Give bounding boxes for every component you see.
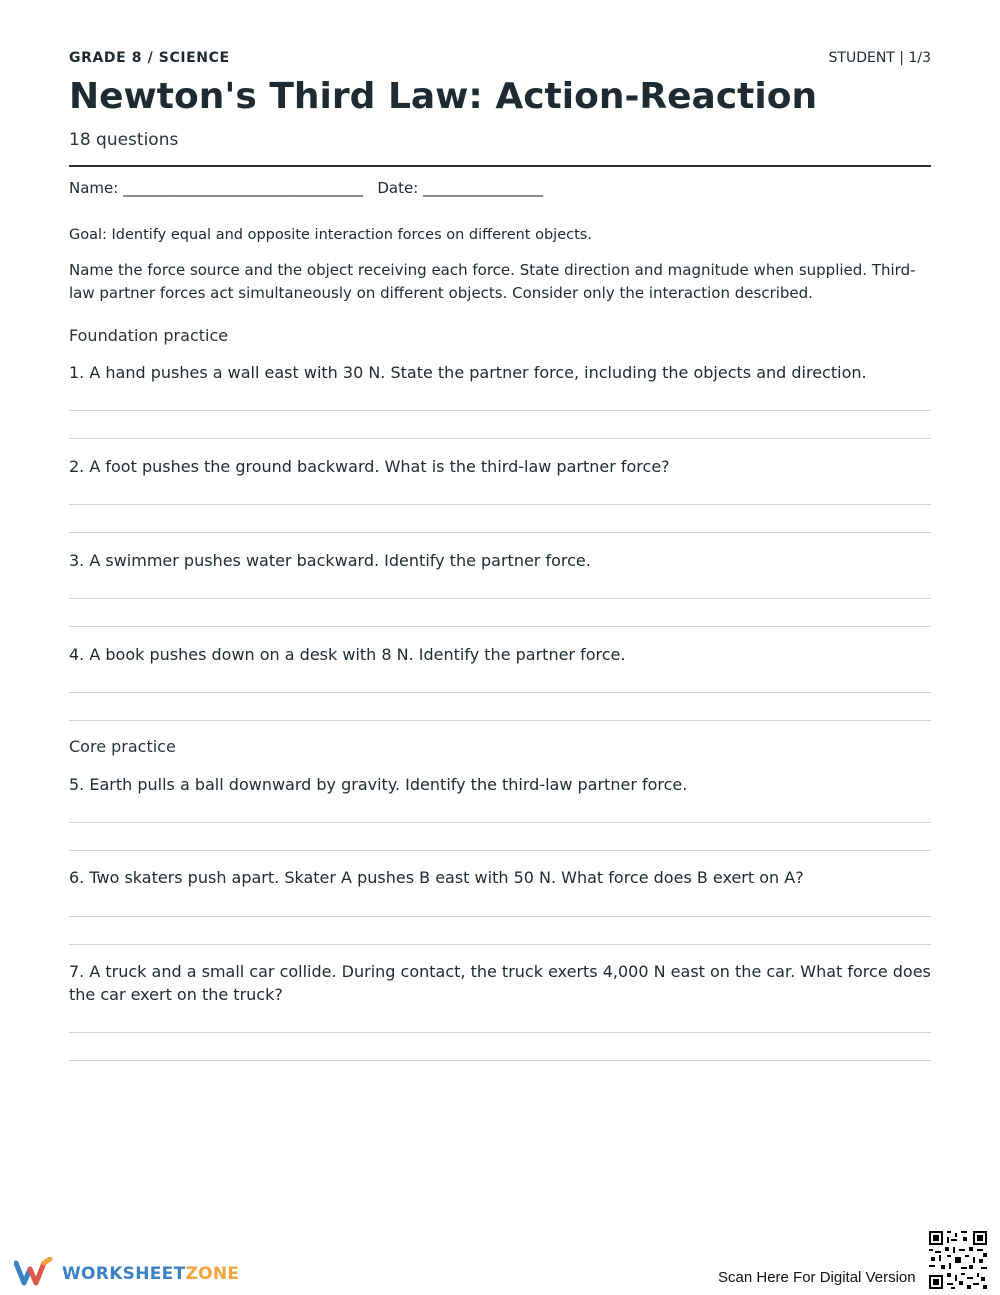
- question-4: 4. A book pushes down on a desk with 8 N. Identify the partner force.: [69, 645, 626, 664]
- answer-line[interactable]: [69, 532, 931, 533]
- worksheetzone-logo-icon: [14, 1257, 56, 1287]
- grade-subject-label: GRADE 8 / SCIENCE: [69, 50, 230, 66]
- question-5: 5. Earth pulls a ball downward by gravity. Identify the third-law partner force.: [69, 775, 688, 794]
- page-indicator: STUDENT | 1/3: [828, 50, 931, 66]
- answer-line[interactable]: [69, 720, 931, 721]
- header-divider: [69, 165, 931, 167]
- answer-line[interactable]: [69, 410, 931, 411]
- logo-wordmark: WORKSHEETZONE: [62, 1264, 240, 1284]
- answer-line[interactable]: [69, 504, 931, 505]
- answer-line[interactable]: [69, 438, 931, 439]
- answer-line[interactable]: [69, 916, 931, 917]
- goal-text: Goal: Identify equal and opposite interaction forces on different objects.: [69, 227, 592, 243]
- answer-line[interactable]: [69, 692, 931, 693]
- question-6: 6. Two skaters push apart. Skater A pushes B east with 50 N. What force does B exert on A?: [69, 868, 804, 887]
- answer-line[interactable]: [69, 598, 931, 599]
- answer-line[interactable]: [69, 1032, 931, 1033]
- answer-line[interactable]: [69, 822, 931, 823]
- question-count: 18 questions: [69, 130, 179, 150]
- name-date-fields[interactable]: Name: ________________________________ Date: ________________: [69, 179, 544, 197]
- answer-line[interactable]: [69, 626, 931, 627]
- scan-prompt: Scan Here For Digital Version: [718, 1269, 916, 1286]
- question-7: 7. A truck and a small car collide. During contact, the truck exerts 4,000 N east on the car. What force does the car exert on the truck?: [69, 962, 931, 1004]
- question-3: 3. A swimmer pushes water backward. Identify the partner force.: [69, 551, 591, 570]
- answer-line[interactable]: [69, 850, 931, 851]
- top-bar: [69, 50, 931, 70]
- section-title-core: Core practice: [69, 737, 176, 756]
- question-1: 1. A hand pushes a wall east with 30 N. State the partner force, including the objects and direction.: [69, 363, 867, 382]
- answer-line[interactable]: [69, 944, 931, 945]
- answer-line[interactable]: [69, 1060, 931, 1061]
- question-2: 2. A foot pushes the ground backward. What is the third-law partner force?: [69, 457, 670, 476]
- worksheet-title: Newton's Third Law: Action-Reaction: [69, 76, 818, 117]
- qr-code-icon[interactable]: [929, 1231, 987, 1289]
- section-title-foundation: Foundation practice: [69, 326, 229, 345]
- instructions-text: Name the force source and the object receiving each force. State direction and magnitude when supplied. Third-law partner forces act simultaneously on different objects. Consider only the interaction described.: [69, 261, 916, 302]
